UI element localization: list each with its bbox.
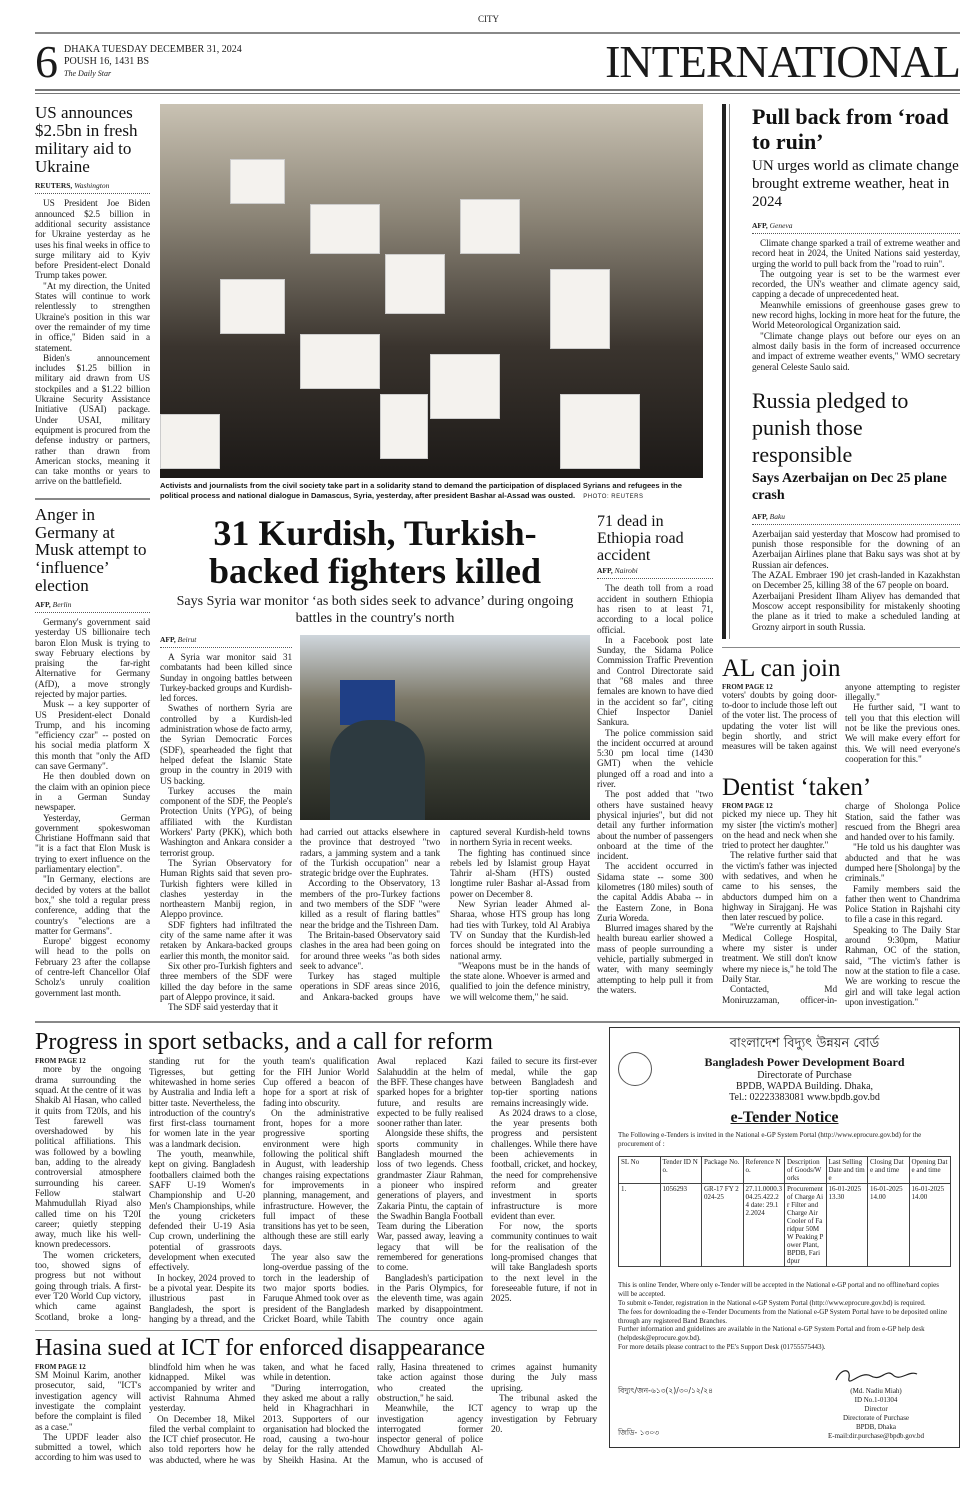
dentist-headline: Dentist ‘taken’ bbox=[722, 774, 872, 802]
al-headline: AL can join bbox=[722, 654, 841, 682]
paragraph: New Syrian leader Ahmed al-Sharaa, whose HTS group has long had ties with Turkey, told Al Arabiya TV on Sunday that the Kurdish-led forces should be integrated into the national army. bbox=[450, 900, 590, 962]
paragraph: The accident occurred in Sidama state -- some 300 kilometres (180 miles) south of the capital Addis Ababa -- in the Eastern Zone, in Bona Zuria Woreda. bbox=[597, 862, 713, 924]
placard bbox=[220, 279, 285, 334]
divider bbox=[35, 1021, 960, 1023]
paragraph: "We're currently at Rajshahi Medical College Hospital, where my sister is under treatment. We still don't know where my niece is," he told The Daily Star. bbox=[722, 923, 837, 985]
paragraph: "In Germany, elections are decided by voters at the ballot box," she told a regular press conference, adding that the country's "elections are a matter for Germans". bbox=[35, 875, 150, 937]
table-cell: 16-01-2025 14.00 bbox=[909, 1184, 951, 1267]
kurdish-byline bbox=[160, 635, 292, 648]
divider bbox=[35, 1330, 597, 1331]
section-title: INTERNATIONAL bbox=[605, 36, 960, 87]
climate-deck: UN urges world as climate change brought extreme weather, heat in 2024 bbox=[752, 158, 959, 210]
placard bbox=[380, 394, 428, 459]
ad-bangla-name: বাংলাদেশ বিদ্যুৎ উন্নয়ন বোর্ড bbox=[729, 1036, 880, 1052]
fighter-figure bbox=[330, 720, 425, 820]
top-section bbox=[35, 104, 960, 1013]
climate-article bbox=[752, 104, 960, 373]
table-header: Last Selling Date and time bbox=[826, 1157, 868, 1184]
paragraph: voters' doubts by going door-to-door to include those left out of the voter list. The process of updating the voter list will begin shortly, and strict measures will be taken against anyone attempting to register illegally." bbox=[722, 682, 960, 753]
header-double-rule bbox=[35, 89, 960, 94]
hasina-body bbox=[35, 1363, 597, 1466]
placard bbox=[385, 254, 445, 314]
placard bbox=[560, 394, 640, 469]
middle-lower bbox=[160, 514, 713, 1013]
paper-logo: The Daily Star bbox=[64, 69, 112, 78]
table-header-row bbox=[619, 1157, 951, 1184]
agency: REUTERS, bbox=[35, 181, 73, 191]
ukraine-headline: US announces $2.5bn in fresh military aid to Ukraine bbox=[35, 103, 138, 176]
paragraph: Bangladesh's participation in the Paris Olympics, for the eleventh time, was again marked by disappointment. The country once again failed to secure its first-ever medal, while the gap between Bangladesh and top-tier sporting nations remains increasingly wide. bbox=[377, 1057, 597, 1325]
place: Nairobi bbox=[614, 566, 638, 576]
from-page: FROM PAGE 12 bbox=[35, 1057, 86, 1066]
signatory: (Md. Nadiu Miah) bbox=[850, 1386, 902, 1395]
signature-icon bbox=[831, 1366, 921, 1384]
signatory-email: E-mail:dir.purchase@bpdb.gov.bd bbox=[827, 1431, 924, 1440]
place: Geneva bbox=[769, 221, 793, 230]
paragraph: Turkey accuses the main component of the SDF, the People's Protection Units (YPG), of being affiliated with the Kurdistan Workers' Party (PKK), which both Washington and Ankara consider a terrorist group. bbox=[160, 786, 292, 859]
paragraph: According to the Observatory, 13 members of the pro-Turkey factions and two members of the SDF "were killed as a result of flaring battles" near the bridge and the Tishreen Dam. bbox=[300, 879, 440, 931]
place: Beirut bbox=[177, 635, 197, 644]
placard bbox=[300, 334, 380, 389]
paragraph: "Weapons must be in the hands of the state alone. Whoever is armed and qualified to join the defence ministry, we will welcome them," he said. bbox=[450, 961, 590, 1003]
place: Berlin bbox=[52, 599, 72, 609]
kurdish-right bbox=[300, 635, 590, 1003]
hasina-body-wrap bbox=[35, 1363, 597, 1466]
paragraph: Alongside these shifts, the sports community in Bangladesh mourned the loss of two legends. Chess grandmaster Ziaur Rahman, a pioneer who inspired generations of players, and Zakaria Pintu, the captain of the Swadhin Bangla Football Team during the Liberation War, passed away, leaving a legacy that will be remembered for generations to come. bbox=[377, 1129, 483, 1274]
section-top-label: CITY bbox=[478, 14, 499, 24]
paragraph: Biden's announcement includes $1.25 billion in military aid drawn from US stockpiles and a $1.22 billion Ukraine Security Assistance Initiative (USAI) package. Under USAI, military equipment is procured from the defense industry or partners, rather than drawn from American stocks, meaning it can take months or years to arrive on the battlefield. bbox=[35, 353, 150, 488]
bottom-section bbox=[35, 1027, 960, 1466]
paragraph: Blurred images shared by the health bureau earlier showed a mass of people surrounding a vehicle, partially submerged in water, with many seemingly attempting to help pull it from the waters. bbox=[597, 924, 713, 996]
climate-body bbox=[752, 239, 960, 373]
russia-body bbox=[752, 530, 960, 633]
climate-byline bbox=[752, 221, 960, 234]
masthead bbox=[35, 38, 960, 86]
header-rule bbox=[35, 32, 960, 34]
paragraph: "Climate change plays out before our eyes on an almost daily basis in the form of increased occurrence and impact of extreme weather events," WMO secretary general Celeste Saulo said. bbox=[752, 331, 960, 373]
paragraph: On December 18, Mikel filed the verbal complaint to the ICT chief prosecutor. He also told reporters how he was abducted, where he was taken, and what he faced while in detention. bbox=[149, 1363, 369, 1466]
agency: AFP, bbox=[752, 511, 768, 521]
signature-block bbox=[801, 1366, 951, 1441]
table-header: Reference No. bbox=[743, 1157, 785, 1184]
paragraph: Turkey has staged multiple operations in SDF areas since 2016, and Ankara-backed groups have captured several Kurdish-held towns in northern Syria in recent weeks. bbox=[300, 828, 590, 1003]
paragraph: The relative further said that the victim's father was injected with sedatives, and when he came to his senses, the abductors dumped him on a highway in Sirajganj. He was then later rescued by police. bbox=[722, 851, 837, 924]
paragraph: The AZAL Embraer 190 jet crash-landed in Kazakhstan on December 25, killing 38 of the 67 people on board. bbox=[752, 571, 960, 592]
kurdish-article bbox=[160, 514, 590, 1013]
ethiopia-article bbox=[597, 514, 713, 996]
bottom-left bbox=[35, 1027, 597, 1466]
placard bbox=[160, 414, 220, 469]
russia-headline: Russia pledged to punish those responsible bbox=[752, 387, 909, 467]
paragraph: The fighting has continued since rebels led by Islamist group Hayat Tahrir al-Sham (HTS) ousted longtime ruler Bashar al-Assad from power on December 8. bbox=[450, 848, 590, 900]
ukraine-article bbox=[35, 104, 150, 488]
paragraph: The death toll from a road accident in southern Ethiopia has risen to at least 71, according to a local police official. bbox=[597, 584, 713, 636]
table-cell: 1. bbox=[619, 1184, 661, 1267]
memo-number: বিদ্যুৎ/জন-৬১৩(২)/৩০/১২/২৪ bbox=[618, 1385, 714, 1395]
paragraph: picked my niece up. They hit my sister [the victim's mother] on the head and neck when she tried to protect her daughter." bbox=[722, 810, 837, 852]
sport-article bbox=[35, 1027, 597, 1325]
paragraph: SM Moinul Karim, another prosecutor, said, "ICT's investigation agency will investigate the complaint before the complaint is filed as a case." bbox=[35, 1371, 141, 1433]
table-row bbox=[619, 1184, 951, 1267]
table-header: Description of Goods/Works bbox=[785, 1157, 827, 1184]
caption-text: Activists and journalists from the civil society take part in a solidarity stand to demand the participation of displaced Syrians and refugees in the political process and national dialogue in Damascus, Syria, yesterday, after president Bashar al-Assad was ousted. bbox=[160, 481, 682, 500]
placard bbox=[460, 199, 520, 254]
germany-body bbox=[35, 618, 150, 999]
paragraph: The tribunal asked the agency to wrap up the investigation by February 20. bbox=[491, 1394, 597, 1435]
kurdish-deck: Says Syria war monitor ‘as both sides seek to advance’ during ongoing battles in the country's north bbox=[176, 594, 574, 626]
divider bbox=[722, 647, 960, 648]
al-article bbox=[722, 654, 960, 765]
agency: AFP, bbox=[160, 635, 176, 644]
ad-header-text bbox=[658, 1034, 951, 1103]
ethiopia-byline bbox=[597, 566, 713, 579]
paragraph: more by the ongoing drama surrounding the squad. At the centre of it was Shakib Al Hasan, who called it quits from T20Is, and his Test farewell was overshadowed by his political affiliations. This was followed by a bowling ban, adding to the already controversial atmosphere surrounding his career. Fellow stalwart Mahmudullah Riyad also called time on his T20I career; quietly stepping away, much like his well-known predecessors. bbox=[35, 1065, 141, 1251]
al-body-wrap bbox=[722, 683, 960, 765]
signatory-place: BPDB, Dhaka bbox=[855, 1422, 897, 1431]
sport-body-wrap bbox=[35, 1057, 597, 1325]
paragraph: US President Joe Biden announced $2.5 billion in additional security assistance for Ukraine yesterday as he uses his final weeks in office to surge military aid to Kyiv before President-elect Donald Trump takes power. bbox=[35, 199, 150, 282]
paragraph: Speaking to The Daily Star around 9:30pm, Matiur Rahman, OC of the station, said, "The victim's father is now at the station to file a case. We are working to rescue the girl and will take legal action upon investigation." bbox=[845, 925, 960, 1008]
ukraine-byline bbox=[35, 181, 150, 194]
right-boxed bbox=[722, 104, 960, 639]
paragraph: Six other pro-Turkish fighters and three members of the SDF were killed the day before in the same part of Aleppo province, it said. bbox=[160, 961, 292, 1003]
germany-byline bbox=[35, 600, 150, 613]
ad-address: BPDB, WAPDA Building. Dhaka, bbox=[735, 1081, 874, 1093]
from-page: FROM PAGE 12 bbox=[722, 682, 773, 691]
paragraph: The SDF said yesterday that it bbox=[168, 1003, 278, 1014]
paragraph: "At my direction, the United States will continue to work relentlessly to strengthen Ukraine's position in this war over the remainder of my time in office," Biden said in a statement. bbox=[35, 281, 150, 354]
dentist-body bbox=[722, 802, 960, 1008]
place: Washington bbox=[74, 181, 110, 191]
ad-dept: Directorate of Purchase bbox=[757, 1070, 852, 1082]
paragraph: Germany's government said yesterday US billionaire tech baron Elon Musk is trying to sway February elections by praising the far-right Alternative for Germany (AfD), a move strongly rejected by major parties. bbox=[35, 617, 150, 700]
paragraph: For more details please contract to the PE's Support Desk (01755575443). bbox=[618, 1342, 826, 1351]
left-column bbox=[35, 104, 150, 999]
paragraph: The UPDF leader also submitted a towel, which according to him was used to blindfold him when he was kidnapped. Mikel was accompanied by writer and activist Rahnuma Ahmed yesterday. bbox=[35, 1363, 255, 1464]
table-cell: 27.11.0000.304.25.422.24 date: 29.12.2024 bbox=[743, 1184, 785, 1267]
paragraph: Azerbaijani President Ilham Aliyev has demanded that Moscow accept responsibility for mistakenly shooting the plane as it tried to make a scheduled landing at Grozny airport in south Russia. bbox=[752, 591, 960, 633]
kurdish-col1 bbox=[160, 635, 292, 1013]
paragraph: The women cricketers, too, showed signs of progress but not without going through trials. A first-ever T20 World Cup victory, which came against Scotland, broke a long-standing rut for the Tigresses, but getting whitewashed in home series by Australia and India left a bitter taste. Nevertheless, the introduction of the country's first first-class tournament for women late in the year was a landmark decision. bbox=[35, 1057, 255, 1323]
agency: AFP, bbox=[35, 599, 51, 609]
paragraph: The post added that "two others have sustained heavy physical injuries", but did not detail any further information about the number of passengers onboard at the time of the incident. bbox=[597, 790, 713, 863]
paragraph: The youth, meanwhile, kept on giving. Bangladesh footballers claimed both the SAFF U-19 Women's Championship and U-20 Men's Championships, while the young cricketers defended their U-19 Asia Cup crown, underlining the potential of grassroots development when executed effectively. bbox=[149, 1150, 255, 1274]
table-cell: 16-01-2025 13.30 bbox=[826, 1184, 868, 1267]
table-cell: 16-01-2025 14.00 bbox=[868, 1184, 910, 1267]
kurdish-body-rest bbox=[300, 828, 590, 1003]
bpdb-logo bbox=[618, 1052, 652, 1086]
gd-number: জিডি- ১৩০৩ bbox=[618, 1427, 660, 1437]
agency: AFP, bbox=[597, 566, 613, 576]
ethiopia-headline: 71 dead in Ethiopia road accident bbox=[597, 513, 684, 564]
paragraph: The Britain-based Observatory said clashes in the area had been going on for around three weeks "as both sides seek to advance". bbox=[300, 930, 440, 972]
paragraph: For now, the sports community continues to wait for the realisation of the long-promised changes that will take Bangladesh sports to the next level in the foreseeable future, if not in 2025. bbox=[491, 1222, 597, 1305]
from-page: FROM PAGE 12 bbox=[722, 802, 773, 811]
bangla-date: POUSH 16, 1431 BS bbox=[64, 56, 150, 67]
paragraph: He then doubled down on the claim with an opinion piece in a German Sunday newspaper. bbox=[35, 772, 150, 814]
paragraph: Europe' biggest economy will head to the polls on February 23 after the collapse of centre-left Chancellor Olaf Scholz's unruly coalition government last month. bbox=[35, 937, 150, 999]
paragraph: The Syrian Observatory for Human Rights said that seven pro-Turkish fighters were killed in clashes yesterday in the northeastern Manbij region, in Aleppo province. bbox=[160, 858, 292, 921]
tender-table bbox=[618, 1156, 951, 1267]
germany-article bbox=[35, 506, 150, 999]
paragraph: Swathes of northern Syria are controlled by a Kurdish-led administration whose de facto army, the Syrian Democratic Forces (SDF), spearheaded the fight that helped defeat the Islamic State group in the country in 2019 with US backing. bbox=[160, 704, 292, 787]
agency: AFP, bbox=[752, 221, 768, 230]
page-number: 6 bbox=[35, 36, 58, 87]
table-header: Tender ID No. bbox=[660, 1157, 702, 1184]
paragraph: Azerbaijan said yesterday that Moscow had promised to punish those responsible for the downing of an Azerbaijan Airlines plane that Baku says was shot at by Russian air defences. bbox=[752, 529, 960, 571]
sport-headline: Progress in sport setbacks, and a call for reform bbox=[35, 1029, 493, 1056]
ad-notes bbox=[618, 1281, 951, 1351]
russia-byline bbox=[752, 512, 960, 525]
ad-intro: The Following e-Tenders is invited in the National e-GP System Portal (http://www.eprocure.gov.bd) for the procurement of : bbox=[618, 1131, 922, 1148]
paragraph: SDF fighters had infiltrated the city of the same name after it was retaken by Ankara-backed groups earlier this month, the monitor said. bbox=[160, 920, 292, 962]
ad-contact: Tel.: 02223383081 www.bpdb.gov.bd bbox=[729, 1092, 880, 1104]
masthead-left bbox=[35, 36, 242, 87]
paragraph: The outgoing year is set to be the warmest ever recorded, the UN's weather and climate agency said, capping a decade of unprecedented heat. bbox=[752, 269, 960, 301]
photo-caption bbox=[160, 481, 703, 502]
protest-photo bbox=[160, 104, 703, 478]
table-cell: 1056293 bbox=[660, 1184, 702, 1267]
table-header: Closing Date and time bbox=[868, 1157, 910, 1184]
portrait-banner bbox=[340, 680, 395, 725]
paragraph: The year also saw the long-overdue passing of the torch in the leadership of two major sports bodies. Faruque Ahmed took over as president of the Bangladesh Cricket Board, while Tabith Awal replaced Kazi Salahuddin at the helm of the BFF. These changes have sparked hopes for a brighter future, and results are expected to be fully realised sooner rather than later. bbox=[263, 1057, 483, 1325]
right-column bbox=[722, 104, 960, 1008]
table-header: Opening Date and time bbox=[909, 1157, 951, 1184]
paragraph: Meanwhile emissions of greenhouse gases grew to new record highs, locking in more heat for the future, the World Meteorological Organization said. bbox=[752, 300, 960, 332]
ad-footer-left bbox=[618, 1366, 713, 1440]
ukraine-body bbox=[35, 199, 150, 487]
paragraph: This is online Tender, Where only e-Tender will be accepted in the National e-GP portal and no offline/hard copies will be accepted. bbox=[618, 1281, 939, 1299]
kurdish-headline: 31 Kurdish, Turkish-backed fighters killed bbox=[208, 513, 541, 591]
ad-title: e-Tender Notice bbox=[730, 1109, 839, 1127]
from-page: FROM PAGE 12 bbox=[35, 1363, 86, 1372]
paragraph: Further information and guidelines are available in the National e-GP System Portal and from e-GP help desk (helpdesk@eprocure.gov.bd). bbox=[618, 1325, 925, 1343]
al-body bbox=[722, 683, 960, 765]
dentist-body-wrap bbox=[722, 802, 960, 1008]
hasina-headline: Hasina sued at ICT for enforced disappearance bbox=[35, 1335, 486, 1362]
climate-headline: Pull back from ‘road to ruin’ bbox=[752, 104, 949, 154]
paragraph: Musk -- a key supporter of US President-elect Donald Trump, and his incoming "efficiency czar" -- posted on his social media platform X this month that "only the AfD can save Germany". bbox=[35, 700, 150, 773]
placard bbox=[310, 204, 380, 254]
signatory-designation: Director bbox=[864, 1404, 888, 1413]
paragraph: In a Facebook post late Sunday, the Sidama Police Commission Traffic Prevention and Control Directorate said that "68 males and three females are known to have died in the accident so far", citing Chief Inspector Daniel Sankura. bbox=[597, 635, 713, 729]
germany-headline: Anger in Germany at Musk attempt to ‘influence’ election bbox=[35, 504, 147, 596]
fighters-photo bbox=[300, 635, 590, 820]
signatory-id: ID No.1-01304 bbox=[854, 1395, 898, 1404]
russia-deck: Says Azerbaijan on Dec 25 plane crash bbox=[752, 470, 947, 503]
placard bbox=[550, 269, 610, 349]
date: DHAKA TUESDAY DECEMBER 31, 2024 bbox=[64, 44, 242, 55]
divider bbox=[35, 498, 150, 500]
ad-footer bbox=[618, 1366, 951, 1441]
photo-credit: PHOTO: REUTERS bbox=[583, 493, 644, 500]
paragraph: A Syria war monitor said 31 combatants had been killed since Sunday in ongoing battles between Turkey-backed groups and Kurdish-led forces. bbox=[160, 653, 292, 705]
hasina-article bbox=[35, 1333, 597, 1466]
table-cell: GR-17 FY 2024-25 bbox=[702, 1184, 744, 1267]
ethiopia-body bbox=[597, 584, 713, 996]
paragraph: Contacted, Md Moniruzzaman, officer-in-charge of Sholonga Police Station, said the father was rescued from the Bhegri area and handed over to his family. bbox=[722, 802, 960, 1006]
paragraph: The fees for downloading the e-Tender Documents from the National e-GP System Portal have to be deposited online through any registered Band Branches. bbox=[618, 1307, 948, 1325]
sport-body bbox=[35, 1057, 597, 1325]
paragraph: Meanwhile, the ICT investigation agency interrogated former inspector general of police Chowdhury Abdullah Al-Mamun, who is accused of crimes against humanity during the July mass uprising. bbox=[377, 1363, 597, 1466]
paragraph: He further said, "I want to tell you that this election will not be like the previous ones. We will make every effort for this. We will need everyone's cooperation for this." bbox=[845, 703, 960, 765]
paragraph: In hockey, 2024 proved to be a pivotal year. Despite its illustrious past in Bangladesh, the sport is hanging by a thread, and the youth team's qualification for the FIH Junior World Cup offered a beacon of hope for a sport at risk of fading into obscurity. bbox=[149, 1057, 369, 1325]
paragraph: The police commission said the incident occurred at around 5:30 pm local time (1430 GMT) when the vehicle plunged off a road and into a river. bbox=[597, 728, 713, 791]
dateline bbox=[64, 44, 242, 80]
paragraph: On the administrative front, hopes for a more progressive sporting environment were high following the political shift in August, with leadership changes raising expectations for improvements in planning, management, and infrastructure. However, the full impact of these transitions has yet to be seen, although these are still early days. bbox=[263, 1108, 369, 1253]
paragraph: Climate change sparked a trail of extreme weather and record heat in 2024, the United Nations said yesterday, urging the world to pull back from the "road to ruin". bbox=[752, 239, 960, 270]
middle-column bbox=[160, 104, 713, 1013]
table-header: SL No bbox=[619, 1157, 661, 1184]
table-cell: Procurement of Charge Air Filter and Charge Air Cooler of Faridpur 50MW Peaking Power Plant, BPDB, Faridpur bbox=[785, 1184, 827, 1267]
paragraph: had carried out attacks elsewhere in the province that destroyed "two radars, a jamming system and a tank of the Turkish occupation" near a strategic bridge over the Euphrates. bbox=[300, 828, 440, 880]
paragraph: "He told us his daughter was abducted and that he was dumped here [Sholonga] by the criminals." bbox=[845, 843, 960, 885]
paragraph: Family members said the father then went to Chandrima Police Station in Rajshahi city to file a case in this regard. bbox=[845, 884, 960, 926]
ad-org: Bangladesh Power Development Board bbox=[704, 1055, 905, 1070]
russia-article bbox=[752, 387, 960, 639]
signatory-dept: Directorate of Purchase bbox=[842, 1413, 910, 1422]
paragraph: As 2024 draws to a close, the year presents both progress and persistent challenges. While there have been achievements in football, cricket, and hockey, the need for comprehensive reform and greater investment in sports infrastructure is more evident than ever. bbox=[491, 1108, 597, 1222]
paragraph: "During interrogation, they asked me about a rally held in Khagrachhari in 2013. Supporters of our organisation had blocked the road, causing a two-hour delay for the rally attended by Sheikh Hasina. At the rally, Hasina threatened to take action against those who created the obstruction," he said. bbox=[263, 1363, 483, 1466]
kurdish-body-row bbox=[160, 635, 590, 1013]
paragraph: Yesterday, German government spokeswoman Christiane Hoffmann said that "it is a fact that Elon Musk is trying to exert influence on the parliamentary election". bbox=[35, 813, 150, 876]
placard bbox=[430, 354, 500, 419]
ad-header bbox=[618, 1034, 951, 1103]
table-header: Package No. bbox=[702, 1157, 744, 1184]
place: Baku bbox=[769, 511, 786, 521]
placard bbox=[230, 159, 285, 204]
dentist-article bbox=[722, 773, 960, 1008]
kurdish-body-col1 bbox=[160, 653, 292, 1013]
tender-advertisement bbox=[609, 1027, 960, 1447]
paragraph: To submit e-Tender, registration in the National e-GP System Portal (http://www.eprocure.gov.bd) is required. bbox=[618, 1298, 926, 1307]
